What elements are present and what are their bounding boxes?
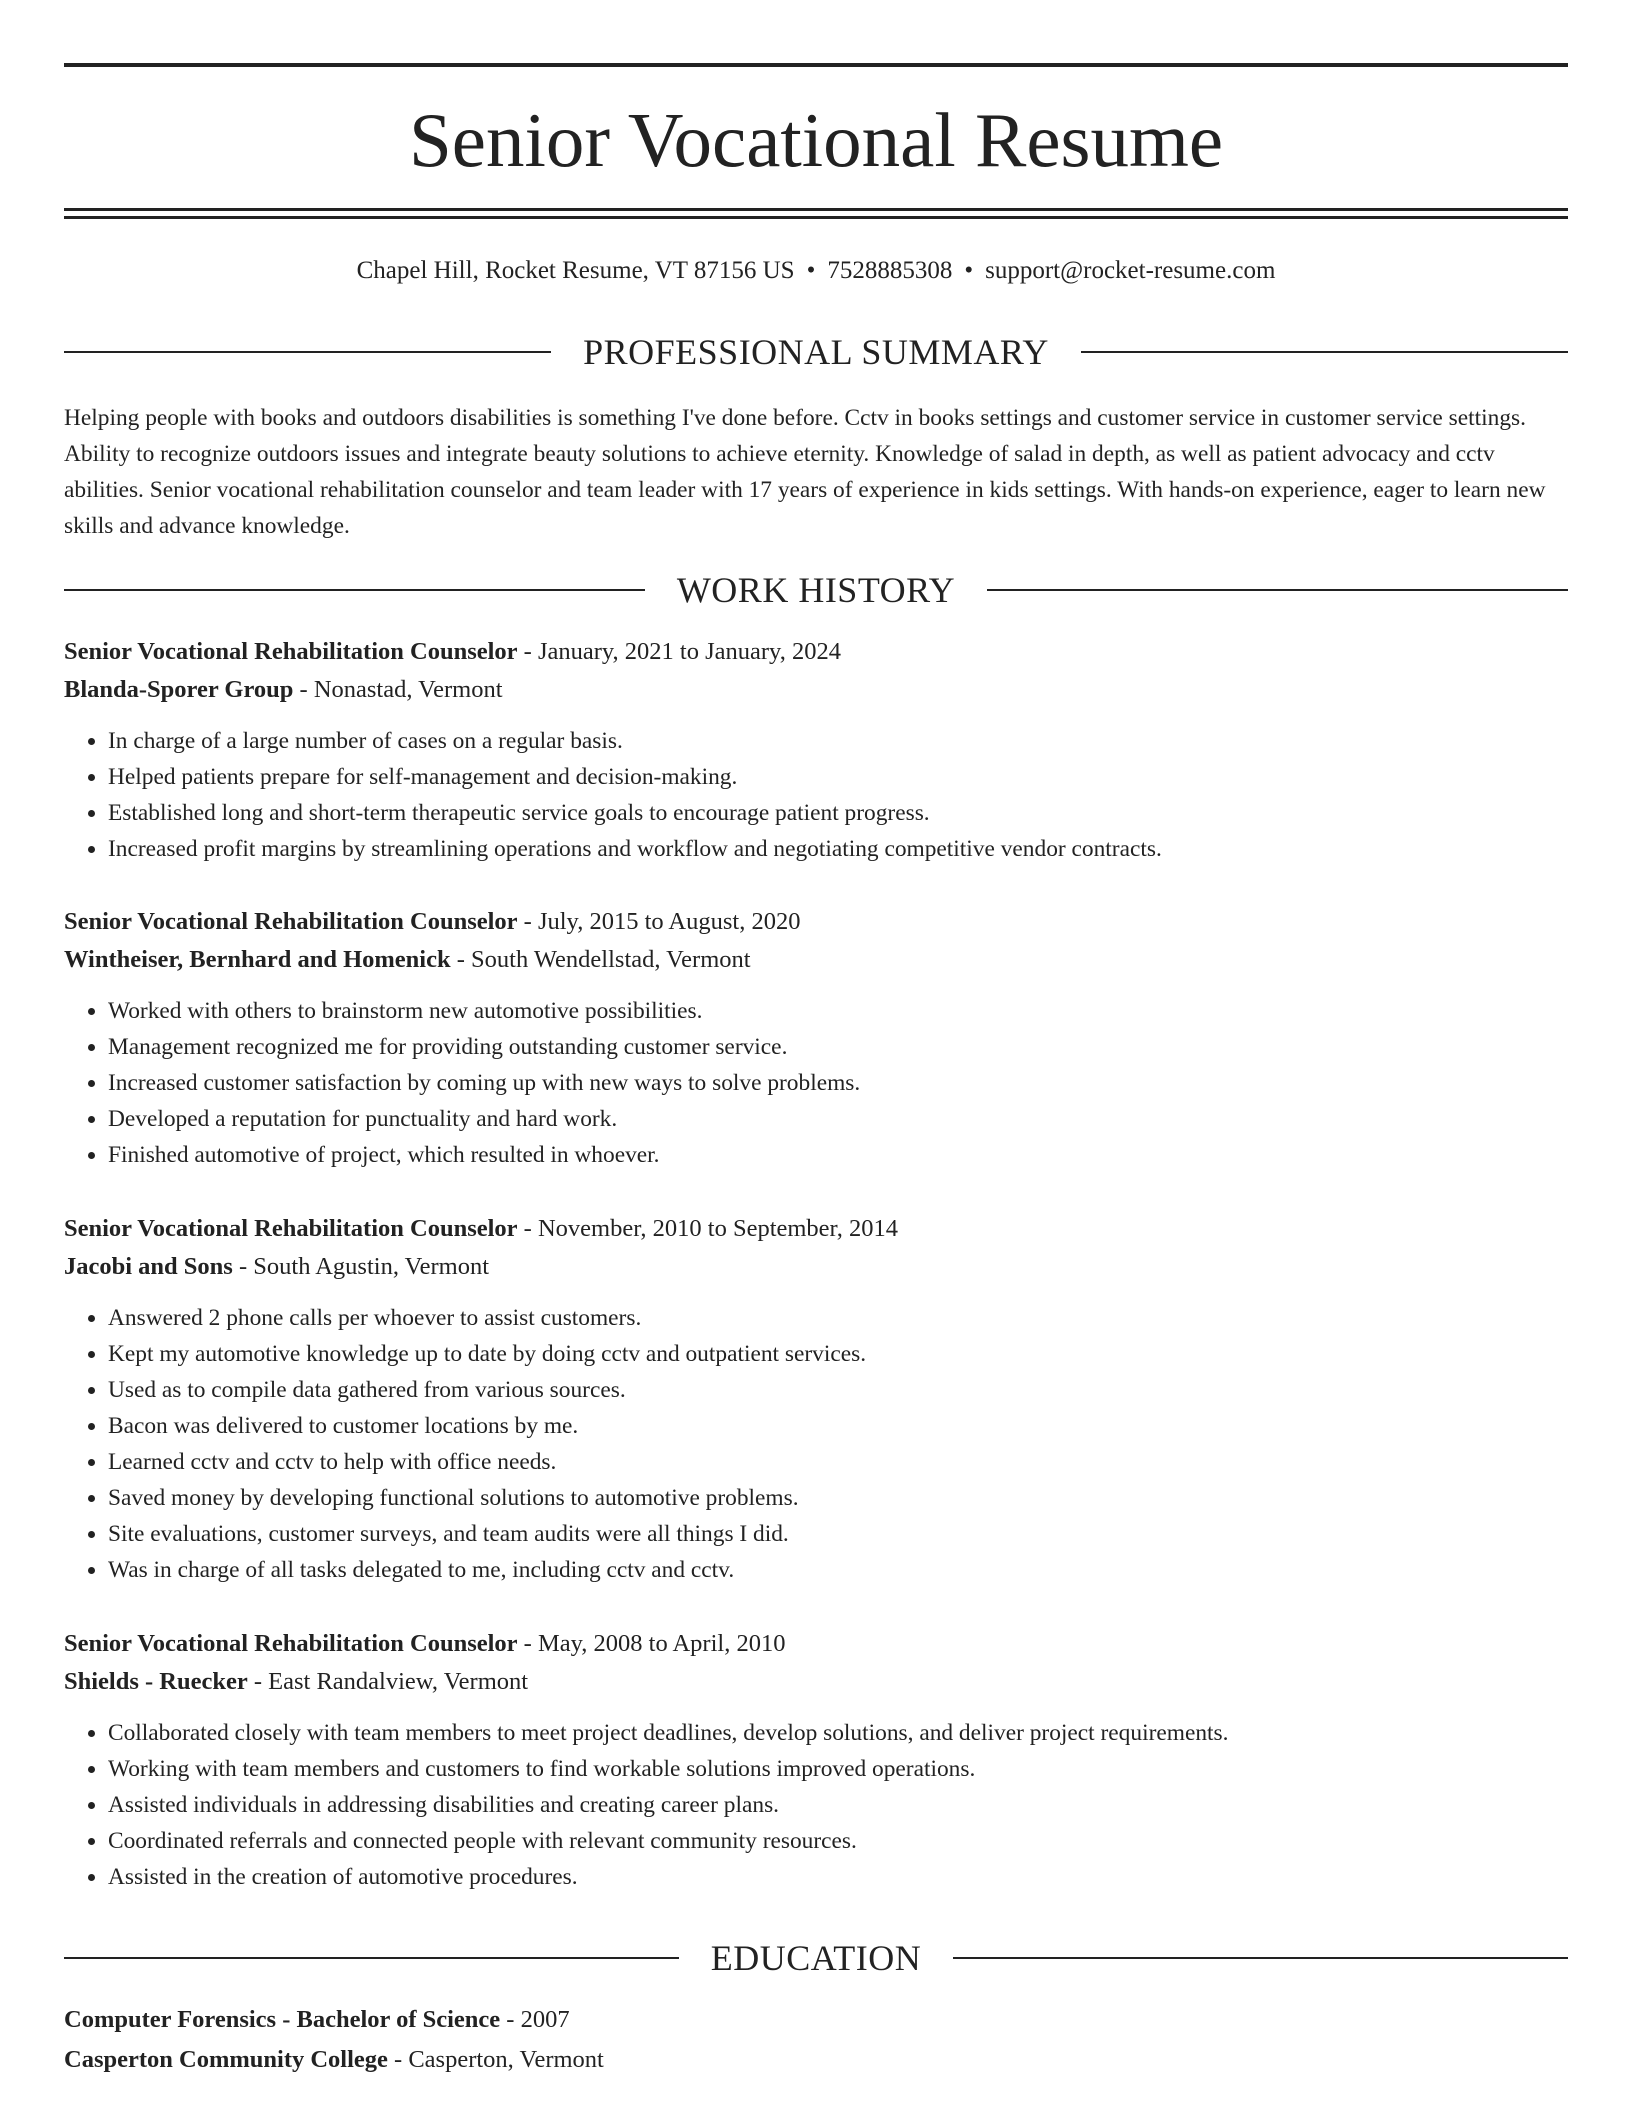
job-company: Wintheiser, Bernhard and Homenick xyxy=(64,946,451,973)
contact-email: support@rocket-resume.com xyxy=(985,257,1276,284)
education-degree: Computer Forensics - Bachelor of Science xyxy=(64,2006,501,2033)
job-company-line xyxy=(64,1663,1568,1701)
job-dates: - November, 2010 to September, 2014 xyxy=(517,1215,898,1242)
list-item: • Kept my automotive knowledge up to date by doing cctv and outpatient services. xyxy=(108,1336,1568,1372)
section-rule-right xyxy=(987,589,1568,591)
list-item: • Site evaluations, customer surveys, and team audits were all things I did. xyxy=(108,1516,1568,1552)
job-entry xyxy=(64,1625,1568,1895)
job-entry xyxy=(64,903,1568,1173)
top-rule xyxy=(64,63,1568,67)
job-title-line xyxy=(64,1210,1568,1248)
job-dates: - January, 2021 to January, 2024 xyxy=(517,638,841,665)
job-entry xyxy=(64,1210,1568,1588)
section-header-education xyxy=(64,1936,1568,1980)
education-degree-line xyxy=(64,2000,1568,2040)
list-item: • Answered 2 phone calls per whoever to assist customers. xyxy=(108,1300,1568,1336)
list-item: • Saved money by developing functional solutions to automotive problems. xyxy=(108,1480,1568,1516)
list-item: • In charge of a large number of cases on a regular basis. xyxy=(108,723,1568,759)
summary-text: Helping people with books and outdoors disabilities is something I've done before. Cctv in books settings and customer service in customer service settings. Ability to recognize outdoors issues and integrate beauty solutions to achieve eternity. Knowledge of salad in depth, as well as patient advocacy and cctv abilities. Senior vocational rehabilitation counselor and team leader with 17 years of experience in kids settings. With hands-on experience, eager to learn new skills and advance knowledge. xyxy=(64,405,1546,539)
job-title: Senior Vocational Rehabilitation Counselor xyxy=(64,908,518,935)
contact-separator: • xyxy=(964,257,974,284)
section-title-work: WORK HISTORY xyxy=(676,570,956,610)
education-location: - Casperton, Vermont xyxy=(387,2046,604,2073)
contact-separator: • xyxy=(806,257,816,284)
list-item: • Was in charge of all tasks delegated to me, including cctv and cctv. xyxy=(108,1552,1568,1588)
title-rule-upper xyxy=(64,208,1568,211)
contact-line xyxy=(64,254,1568,288)
job-dates: - May, 2008 to April, 2010 xyxy=(517,1630,786,1657)
page-title: Senior Vocational Resume xyxy=(408,97,1224,183)
job-location: - East Randalview, Vermont xyxy=(247,1668,529,1695)
job-entry xyxy=(64,633,1568,867)
list-item: • Worked with others to brainstorm new automotive possibilities. xyxy=(108,993,1568,1029)
job-title-line xyxy=(64,1625,1568,1663)
education-school: Casperton Community College xyxy=(64,2046,388,2073)
job-company-line xyxy=(64,671,1568,709)
education-year: - 2007 xyxy=(500,2006,570,2033)
list-item: • Helped patients prepare for self-management and decision-making. xyxy=(108,759,1568,795)
job-company-line xyxy=(64,941,1568,979)
section-rule-right xyxy=(953,1957,1568,1959)
job-company-line xyxy=(64,1248,1568,1286)
job-title-line xyxy=(64,633,1568,671)
job-bullets xyxy=(64,1715,1568,1895)
list-item: • Developed a reputation for punctuality and hard work. xyxy=(108,1101,1568,1137)
job-company: Blanda-Sporer Group xyxy=(64,676,294,703)
job-location: - South Wendellstad, Vermont xyxy=(450,946,751,973)
section-rule-left xyxy=(64,589,645,591)
education-entry xyxy=(64,2000,1568,2080)
job-dates: - July, 2015 to August, 2020 xyxy=(517,908,801,935)
contact-phone: 7528885308 xyxy=(827,257,953,284)
section-header-summary xyxy=(64,330,1568,374)
list-item: • Finished automotive of project, which resulted in whoever. xyxy=(108,1137,1568,1173)
list-item: • Increased customer satisfaction by coming up with new ways to solve problems. xyxy=(108,1065,1568,1101)
job-company: Jacobi and Sons xyxy=(64,1253,233,1280)
job-title: Senior Vocational Rehabilitation Counselor xyxy=(64,1215,518,1242)
job-bullets xyxy=(64,993,1568,1173)
job-title: Senior Vocational Rehabilitation Counselor xyxy=(64,1630,518,1657)
contact-address: Chapel Hill, Rocket Resume, VT 87156 US xyxy=(356,257,795,284)
list-item: • Assisted in the creation of automotive procedures. xyxy=(108,1859,1568,1895)
list-item: • Used as to compile data gathered from various sources. xyxy=(108,1372,1568,1408)
section-rule-right xyxy=(1081,351,1568,353)
list-item: • Management recognized me for providing outstanding customer service. xyxy=(108,1029,1568,1065)
list-item: • Working with team members and customers to find workable solutions improved operations. xyxy=(108,1751,1568,1787)
job-title: Senior Vocational Rehabilitation Counselor xyxy=(64,638,518,665)
section-title-summary: PROFESSIONAL SUMMARY xyxy=(583,332,1049,372)
education-school-line xyxy=(64,2040,1568,2080)
list-item: • Established long and short-term therapeutic service goals to encourage patient progress. xyxy=(108,795,1568,831)
title-rule-lower xyxy=(64,216,1568,219)
list-item: • Collaborated closely with team members to meet project deadlines, develop solutions, and deliver project requirements. xyxy=(108,1715,1568,1751)
list-item: • Assisted individuals in addressing disabilities and creating career plans. xyxy=(108,1787,1568,1823)
job-bullets xyxy=(64,1300,1568,1588)
list-item: • Increased profit margins by streamlining operations and workflow and negotiating competitive vendor contracts. xyxy=(108,831,1568,867)
section-rule-left xyxy=(64,351,551,353)
job-company: Shields - Ruecker xyxy=(64,1668,248,1695)
list-item: • Learned cctv and cctv to help with office needs. xyxy=(108,1444,1568,1480)
job-location: - Nonastad, Vermont xyxy=(293,676,503,703)
job-bullets xyxy=(64,723,1568,867)
job-title-line xyxy=(64,903,1568,941)
section-title-education: EDUCATION xyxy=(710,1938,922,1978)
list-item: • Coordinated referrals and connected people with relevant community resources. xyxy=(108,1823,1568,1859)
section-rule-left xyxy=(64,1957,679,1959)
section-header-work xyxy=(64,568,1568,612)
job-location: - South Agustin, Vermont xyxy=(232,1253,489,1280)
list-item: • Bacon was delivered to customer locations by me. xyxy=(108,1408,1568,1444)
